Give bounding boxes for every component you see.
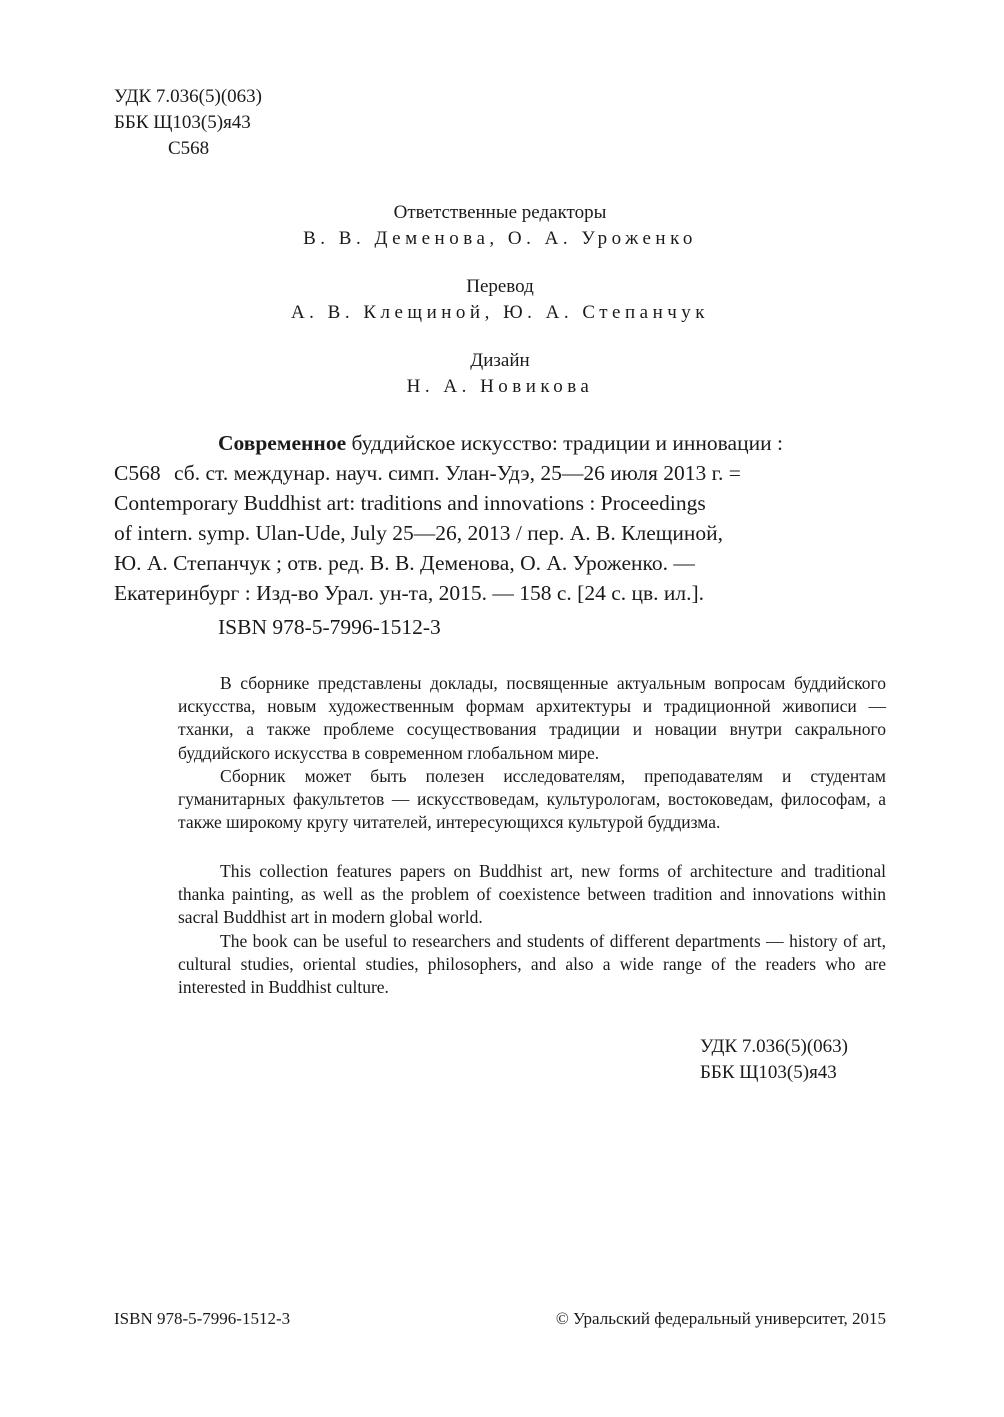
biblio-line-5: Ю. А. Степанчук ; отв. ред. В. В. Деменова, О. А. Уроженко. — [114,551,695,575]
biblio-title-rest: буддийское искусство: традиции и инновации : [346,431,783,455]
abstract-ru-paragraph-2: Сборник может быть полезен исследователям, преподавателям и студентам гуманитарных факультетов — искусствоведам, культурологам, востоковедам, философам, а также широкому кругу читателей, интересующихся культурой буддизма. [178,765,886,833]
translation-names: А. В. Клещиной, Ю. А. Степанчук [290,302,710,323]
biblio-line-1 [114,428,886,458]
biblio-isbn: ISBN 978-5-7996-1512-3 [218,615,441,639]
biblio-title-bold: Современное [218,431,347,455]
editors-label: Ответственные редакторы [393,202,607,223]
udk-code: УДК 7.036(5)(063) [114,86,262,107]
abstract-english [178,860,886,999]
footer-copyright: © Уральский федеральный университет, 2015 [555,1309,886,1328]
translation-label: Перевод [466,276,534,297]
classification-codes-right [700,1034,848,1086]
design-names: Н. А. Новикова [406,376,594,397]
translation-credit [114,274,886,327]
bibliographic-record [114,428,886,642]
biblio-line-4: of intern. symp. Ulan-Ude, July 25—26, 2013 / пер. А. В. Клещиной, [114,521,723,545]
author-mark: С568 [168,138,210,159]
biblio-line-2: С568 сб. ст. междунар. науч. симп. Улан-Удэ, 25—26 июля 2013 г. = [114,458,886,488]
editors-credit [114,200,886,253]
classification-codes [114,84,262,162]
biblio-line-6: Екатеринбург : Изд-во Урал. ун-та, 2015. — 158 с. [24 с. цв. ил.]. [114,581,705,605]
udk-code-right: УДК 7.036(5)(063) [700,1036,848,1057]
design-label: Дизайн [470,350,530,371]
abstract-russian [178,672,886,834]
abstract-en-paragraph-1: This collection features papers on Buddhist art, new forms of architecture and traditional thanka painting, as well as the problem of coexistence between tradition and innovations within sacral Buddhist art in modern global world. [178,861,886,928]
design-credit [114,348,886,401]
editors-names: В. В. Деменова, О. А. Уроженко [303,228,697,249]
bbk-code-right: ББК Щ103(5)я43 [700,1062,837,1083]
abstract-en-paragraph-2: The book can be useful to researchers and students of different departments — history of art, cultural studies, oriental studies, philosophers, and also a wide range of the readers who are interested in Buddhist culture. [178,930,886,998]
biblio-author-mark: С568 [114,461,161,485]
bbk-code: ББК Щ103(5)я43 [114,112,251,133]
abstract-ru-paragraph-1: В сборнике представлены доклады, посвященные актуальным вопросам буддийского искусства, новым художественным формам архитектуры и традиционной живописи — тханки, а также проблеме сосуществования традиции и новации внутри сакрального буддийского искусства в современном глобальном мире. [178,673,886,763]
footer-isbn: ISBN 978-5-7996-1512-3 [114,1309,291,1328]
biblio-line-3: Contemporary Buddhist art: traditions and innovations : Proceedings [114,491,706,515]
